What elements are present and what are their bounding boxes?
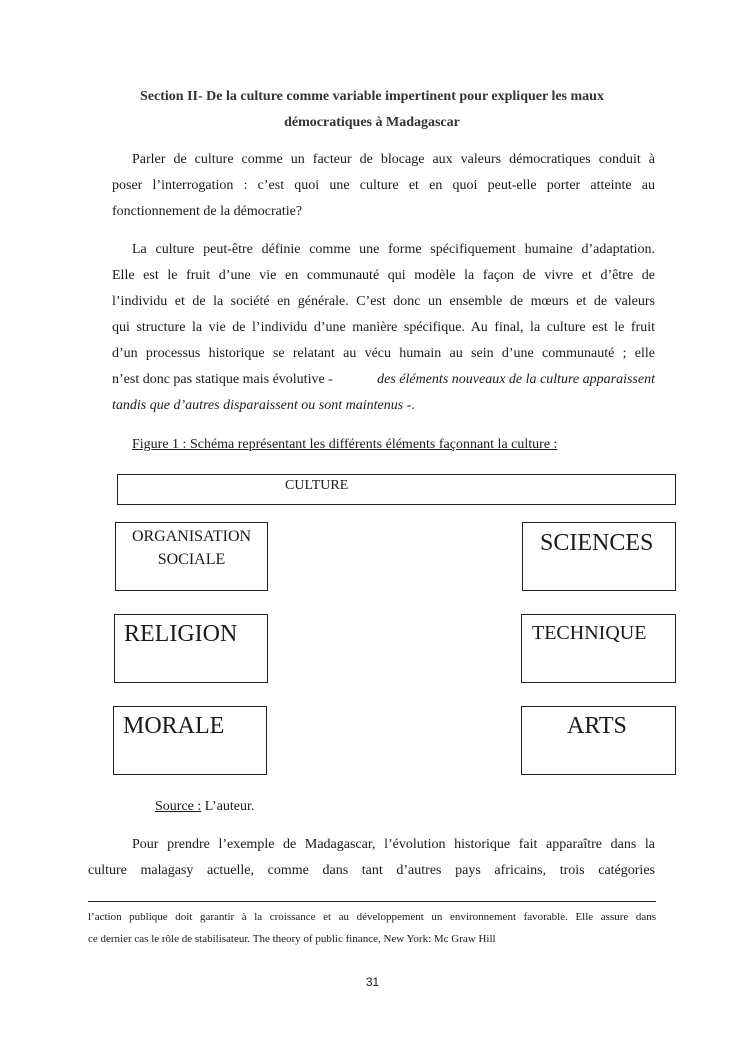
paragraph-line: l’individu et de la société en générale. C’est donc un ensemble de mœurs et de valeurs: [112, 294, 655, 309]
paragraph-line: fonctionnement de la démocratie?: [112, 204, 303, 219]
arts-label: ARTS: [567, 713, 627, 739]
paragraph-line: Elle est le fruit d’une vie en communauté qui modèle la façon de vivre et d’être de: [112, 268, 655, 283]
source-label: Source :: [155, 799, 202, 814]
section-title-line1: Section II- De la culture comme variable impertinent pour expliquer les maux: [140, 89, 604, 104]
technique-label: TECHNIQUE: [532, 622, 647, 644]
paragraph-italic-text: tandis que d’autres disparaissent ou sont maintenus: [112, 398, 404, 413]
source-value: L’auteur.: [201, 799, 255, 814]
paragraph-line: [112, 398, 415, 414]
paragraph-text: n’est donc pas statique mais évolutive -: [112, 372, 337, 387]
footnote-separator: [88, 901, 656, 902]
culture-label: CULTURE: [285, 478, 349, 493]
paragraph-line: Parler de culture comme un facteur de blocage aux valeurs démocratiques conduit à: [132, 152, 655, 167]
sciences-box: [522, 522, 676, 591]
figure-source: [155, 799, 254, 815]
paragraph-line: La culture peut-être définie comme une forme spécifiquement humaine d’adaptation.: [132, 242, 655, 257]
page-number: 31: [365, 975, 380, 989]
paragraph-line: poser l’interrogation : c’est quoi une culture et en quoi peut-elle porter atteinte au: [112, 178, 655, 193]
paragraph-line: qui structure la vie de l’individu d’une manière spécifique. Au final, la culture est le fruit: [112, 320, 655, 335]
morale-box: [113, 706, 267, 775]
morale-label: MORALE: [123, 713, 225, 739]
paragraph-line: culture malagasy actuelle, comme dans tant d’autres pays africains, trois catégories: [88, 863, 655, 878]
organisation-label-line1: ORGANISATION: [131, 528, 252, 545]
section-title-line2: démocratiques à Madagascar: [284, 115, 460, 130]
organisation-sociale-box: [115, 522, 268, 591]
religion-box: [114, 614, 268, 683]
paragraph-text: -.: [403, 398, 415, 413]
technique-box: [521, 614, 676, 683]
paragraph-italic-text: des éléments nouveaux de la culture apparaissent: [377, 372, 655, 387]
culture-box: [117, 474, 676, 505]
footnote-line: l’action publique doit garantir à la croissance et au développement un environnement favorable. Elle assure dans: [88, 911, 656, 923]
sciences-label: SCIENCES: [540, 530, 654, 556]
figure-caption: Figure 1 : Schéma représentant les différents éléments façonnant la culture :: [132, 437, 558, 452]
paragraph-line: Pour prendre l’exemple de Madagascar, l’évolution historique fait apparaître dans la: [132, 837, 655, 852]
footnote-line: ce dernier cas le rôle de stabilisateur. The theory of public finance, New York: Mc Graw Hill: [88, 933, 496, 945]
religion-label: RELIGION: [124, 621, 238, 647]
paragraph-line: d’un processus historique se relatant au vécu humain au sein d’une communauté ; elle: [112, 346, 655, 361]
organisation-label-line2: SOCIALE: [157, 551, 226, 568]
arts-box: [521, 706, 676, 775]
paragraph-line: [112, 372, 655, 388]
